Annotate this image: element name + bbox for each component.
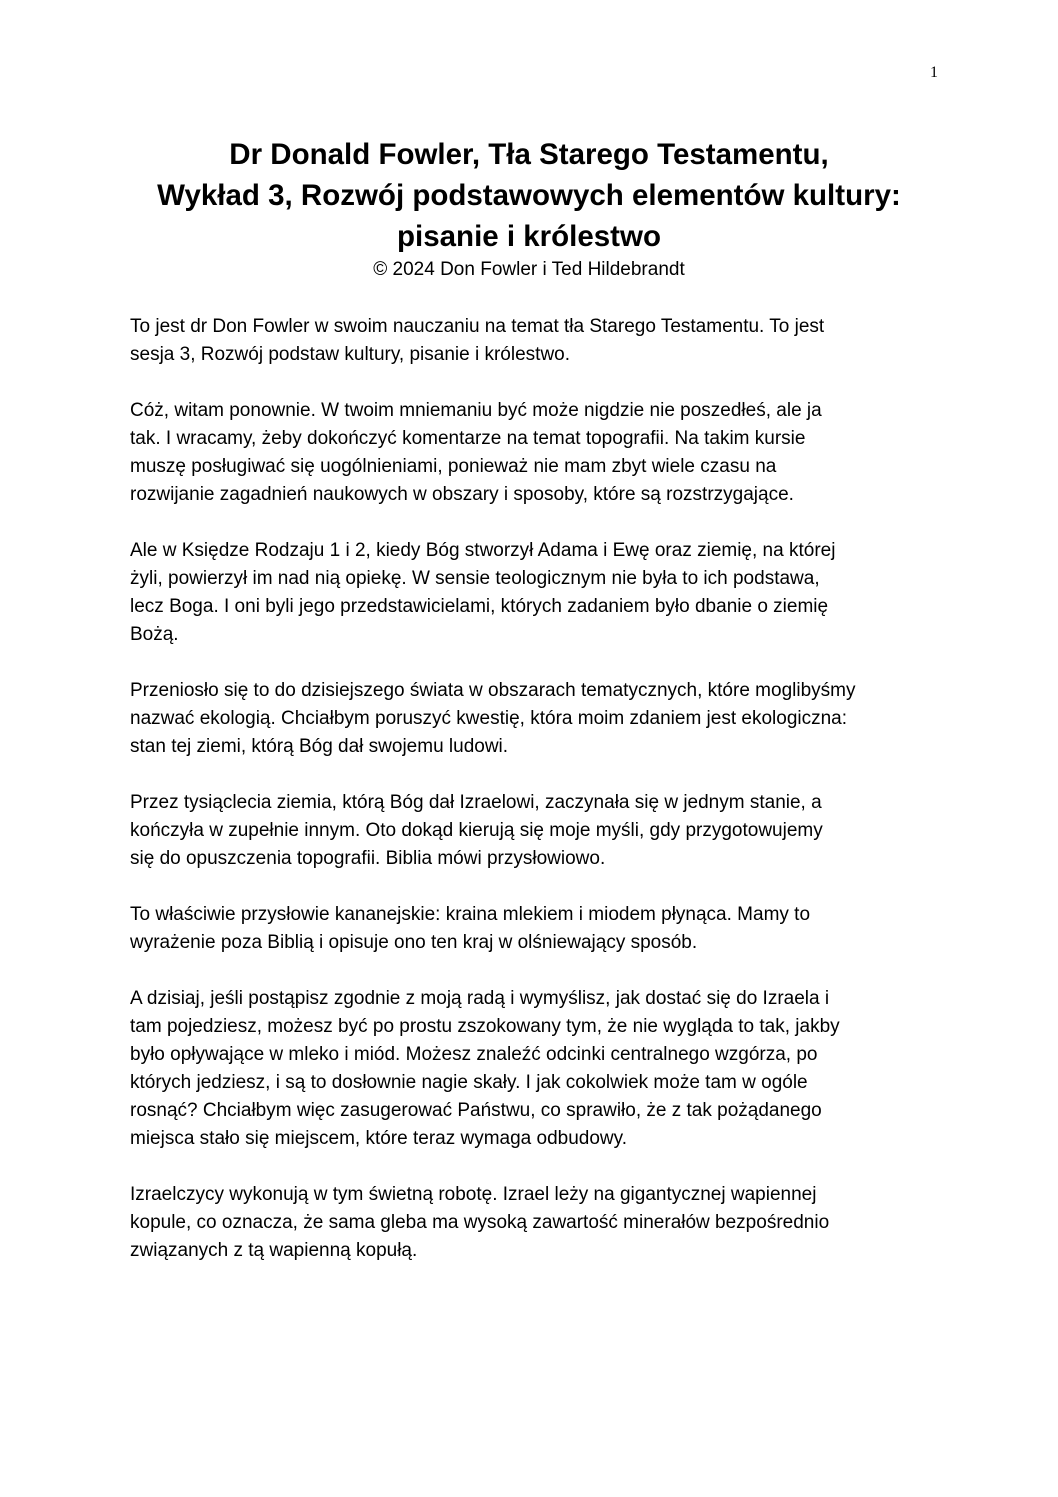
text-line: się do opuszczenia topografii. Biblia mówi przysłowiowo. bbox=[130, 848, 606, 869]
text-line: Przeniosło się to do dzisiejszego świata w obszarach tematycznych, które moglibyśmy bbox=[130, 680, 856, 701]
title-line: Wykład 3, Rozwój podstawowych elementów kultury: bbox=[157, 179, 901, 212]
title-line: pisanie i królestwo bbox=[397, 220, 661, 253]
paragraph bbox=[130, 985, 930, 1153]
paragraph bbox=[130, 313, 930, 369]
text-line: Izraelczycy wykonują w tym świetną robotę. Izrael leży na gigantycznej wapiennej bbox=[130, 1184, 817, 1205]
paragraph bbox=[130, 789, 930, 873]
text-line: To jest dr Don Fowler w swoim nauczaniu na temat tła Starego Testamentu. To jest bbox=[130, 316, 825, 337]
page-number: 1 bbox=[930, 64, 938, 81]
text-line: tam pojedziesz, możesz być po prostu zszokowany tym, że nie wygląda to tak, jakby bbox=[130, 1016, 840, 1037]
paragraph bbox=[130, 901, 930, 957]
text-line: kopule, co oznacza, że sama gleba ma wysoką zawartość minerałów bezpośrednio bbox=[130, 1212, 830, 1233]
text-line: rozwijanie zagadnień naukowych w obszary i sposoby, które są rozstrzygające. bbox=[130, 484, 794, 505]
text-line: To właściwie przysłowie kananejskie: kraina mlekiem i miodem płynąca. Mamy to bbox=[130, 904, 811, 925]
text-line: Ale w Księdze Rodzaju 1 i 2, kiedy Bóg stworzył Adama i Ewę oraz ziemię, na której bbox=[130, 540, 836, 561]
text-line: miejsca stało się miejscem, które teraz wymaga odbudowy. bbox=[130, 1128, 628, 1149]
text-line: związanych z tą wapienną kopułą. bbox=[130, 1240, 418, 1261]
text-line: lecz Boga. I oni byli jego przedstawicielami, których zadaniem było dbanie o ziemię bbox=[130, 596, 829, 617]
paragraph bbox=[130, 397, 930, 509]
text-line: tak. I wracamy, żeby dokończyć komentarze na temat topografii. Na takim kursie bbox=[130, 428, 806, 449]
paragraph bbox=[130, 1181, 930, 1265]
text-line: nazwać ekologią. Chciałbym poruszyć kwestię, która moim zdaniem jest ekologiczna: bbox=[130, 708, 848, 729]
text-line: wyrażenie poza Biblią i opisuje ono ten kraj w olśniewający sposób. bbox=[130, 932, 698, 953]
text-line: muszę posługiwać się uogólnieniami, ponieważ nie mam zbyt wiele czasu na bbox=[130, 456, 777, 477]
text-line: Przez tysiąclecia ziemia, którą Bóg dał Izraelowi, zaczynała się w jednym stanie, a bbox=[130, 792, 822, 813]
paragraph bbox=[130, 537, 930, 649]
paragraph bbox=[130, 677, 930, 761]
text-line: sesja 3, Rozwój podstaw kultury, pisanie i królestwo. bbox=[130, 344, 571, 365]
text-line: A dzisiaj, jeśli postąpisz zgodnie z moją radą i wymyślisz, jak dostać się do Izraela i bbox=[130, 988, 830, 1009]
text-line: których jedziesz, i są to dosłownie nagie skały. I jak cokolwiek może tam w ogóle bbox=[130, 1072, 808, 1093]
copyright-notice: © 2024 Don Fowler i Ted Hildebrandt bbox=[373, 259, 685, 280]
text-line: stan tej ziemi, którą Bóg dał swojemu ludowi. bbox=[130, 736, 509, 757]
text-line: żyli, powierzył im nad nią opiekę. W sensie teologicznym nie była to ich podstawa, bbox=[130, 568, 820, 589]
text-line: Cóż, witam ponownie. W twoim mniemaniu być może nigdzie nie poszedłeś, ale ja bbox=[130, 400, 822, 421]
text-line: rosnąć? Chciałbym więc zasugerować Państwu, co sprawiło, że z tak pożądanego bbox=[130, 1100, 822, 1121]
document-body bbox=[130, 313, 930, 1293]
text-line: Bożą. bbox=[130, 624, 179, 645]
text-line: kończyła w zupełnie innym. Oto dokąd kierują się moje myśli, gdy przygotowujemy bbox=[130, 820, 823, 841]
document-title bbox=[100, 134, 958, 257]
title-line: Dr Donald Fowler, Tła Starego Testamentu, bbox=[229, 138, 829, 171]
text-line: było opływające w mleko i miód. Możesz znaleźć odcinki centralnego wzgórza, po bbox=[130, 1044, 818, 1065]
